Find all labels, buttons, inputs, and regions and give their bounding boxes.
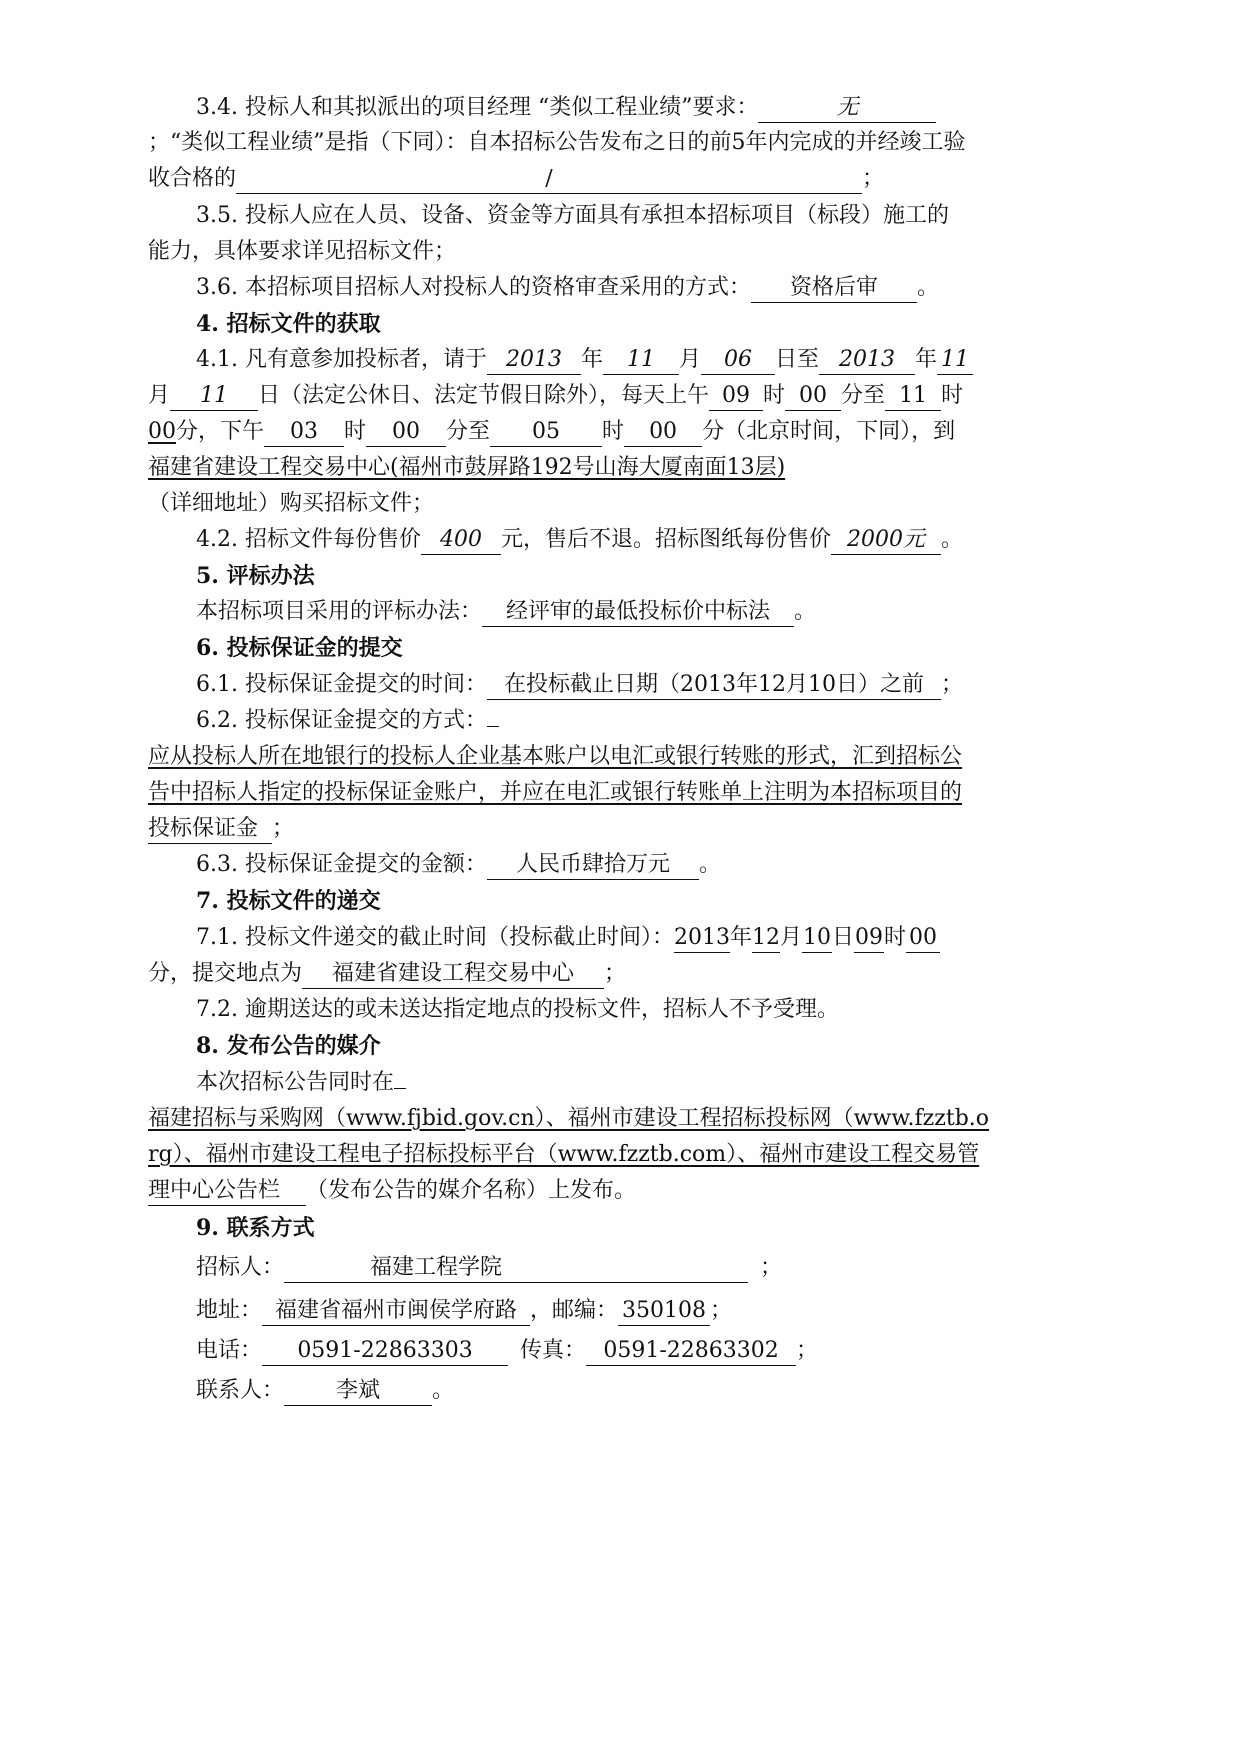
s41-t-min-to: 分至 — [841, 383, 886, 408]
section-3-4-line3 — [148, 164, 884, 194]
s34-line3-prefix: 收合格的 — [148, 166, 237, 191]
section-7-1-line1 — [196, 923, 940, 953]
heading-5: 5. 评标办法 — [196, 563, 315, 589]
section-6-2-line1 — [196, 706, 499, 736]
contact-address — [196, 1296, 732, 1326]
section-4-2 — [196, 525, 963, 555]
s41-day1: 06 — [701, 346, 775, 375]
section-3-5-line1: 3.5. 投标人应在人员、设备、资金等方面具有承担本招标项目（标段）施工的 — [196, 203, 949, 228]
s71-t-day: 日 — [832, 925, 855, 950]
tenderer-fill — [284, 1254, 748, 1283]
s41-year2: 2013 — [819, 346, 915, 375]
s42-drawing-price: 2000元 — [831, 526, 941, 555]
s41-l3-a: 分，下午 — [176, 419, 265, 444]
contact-phone — [196, 1336, 818, 1366]
s41-t-hour4: 时 — [602, 419, 625, 444]
section-3-6 — [196, 273, 939, 303]
s42-doc-price: 400 — [421, 526, 501, 555]
s41-t-month: 月 — [679, 347, 702, 372]
heading-4: 4. 招标文件的获取 — [196, 311, 381, 337]
section-6-2-line3: 告中招标人指定的投标保证金账户，并应在电汇或银行转账单上注明为本招标项目的 — [148, 780, 963, 805]
contact-person — [196, 1376, 454, 1406]
section-7-2: 7.2. 逾期送达的或未送达指定地点的投标文件，招标人不予受理。 — [196, 997, 839, 1022]
s71-hour: 09 — [854, 924, 884, 953]
s62-blank — [487, 726, 499, 727]
s42-suffix: 。 — [941, 527, 964, 552]
section-8-line3: rg）、福州市建设工程电子招标投标平台（www.fzztb.com）、福州市建设工程交易管 — [148, 1142, 980, 1167]
address-suffix: ； — [710, 1298, 733, 1323]
section-5 — [196, 597, 816, 627]
s61-suffix: ； — [940, 672, 963, 697]
section-3-5-line2: 能力，具体要求详见招标文件； — [148, 239, 457, 264]
section-6-3 — [196, 850, 721, 880]
s41-pm-min1: 00 — [366, 418, 446, 447]
fax-value: 0591-22863302 — [586, 1337, 796, 1366]
section-8-line1 — [196, 1068, 406, 1098]
heading-9: 9. 联系方式 — [196, 1215, 315, 1241]
s34-prefix: 3.4. 投标人和其拟派出的项目经理 “类似工程业绩”要求： — [196, 95, 759, 120]
s41-pm-hour2: 05 — [490, 418, 602, 447]
tenderer-suffix: ； — [760, 1255, 783, 1280]
s41-t-min-to2: 分至 — [446, 419, 491, 444]
s71-line2-suffix: ； — [604, 961, 627, 986]
s41-day2: 11 — [170, 382, 258, 411]
s41-year1: 2013 — [487, 346, 581, 375]
s71-year: 2013 — [674, 924, 730, 953]
s41-l2-mid: 日（法定公休日、法定节假日除外），每天上午 — [258, 383, 710, 408]
person-suffix: 。 — [432, 1378, 455, 1403]
section-4-1-line3 — [148, 417, 955, 447]
s41-t-hour3: 时 — [344, 419, 367, 444]
s41-month1: 11 — [603, 346, 679, 375]
s61-prefix: 6.1. 投标保证金提交的时间： — [196, 672, 487, 697]
s34-line3-suffix: ； — [862, 166, 885, 191]
heading-6: 6. 投标保证金的提交 — [196, 635, 403, 661]
tenderer-label: 招标人： — [196, 1255, 285, 1280]
s41-am-min2: 00 — [148, 419, 176, 444]
section-3-4-line1 — [196, 93, 936, 123]
s36-prefix: 3.6. 本招标项目招标人对投标人的资格审查采用的方式： — [196, 275, 751, 300]
s41-t-hour: 时 — [763, 383, 786, 408]
section-8-line4 — [148, 1176, 636, 1206]
section-6-2-line2: 应从投标人所在地银行的投标人企业基本账户以电汇或银行转账的形式，汇到招标公 — [148, 744, 963, 769]
section-3-4-line2: ；“类似工程业绩”是指（下同）：自本招标公告发布之日的前5年内完成的并经竣工验 — [148, 130, 966, 155]
section-6-2-line4 — [148, 814, 294, 844]
person-value: 李斌 — [284, 1377, 432, 1406]
phone-suffix: ； — [796, 1338, 819, 1363]
person-label: 联系人： — [196, 1378, 285, 1403]
s71-line2-prefix: 分，提交地点为 — [148, 961, 303, 986]
heading-8: 8. 发布公告的媒介 — [196, 1033, 381, 1059]
tenderer-value: 福建工程学院 — [370, 1255, 503, 1280]
s41-am-hour2: 11 — [885, 382, 941, 411]
s62-line4-suffix: ； — [272, 816, 295, 841]
s71-month: 12 — [752, 924, 780, 953]
s36-fill: 资格后审 — [751, 274, 917, 303]
s34-fill: 无 — [758, 94, 936, 123]
address-value: 福建省福州市闽侯学府路 — [262, 1297, 530, 1326]
s42-prefix: 4.2. 招标文件每份售价 — [196, 527, 421, 552]
postcode-value: 350108 — [618, 1297, 710, 1326]
section-4-1-line5: （详细地址）购买招标文件； — [148, 491, 435, 516]
s41-month2: 11 — [937, 346, 973, 375]
s36-suffix: 。 — [916, 275, 939, 300]
s8-line4: 理中心公告栏 — [148, 1177, 306, 1206]
address-label: 地址： — [196, 1298, 263, 1323]
section-8-line2: 福建招标与采购网（www.fjbid.gov.cn）、福州市建设工程招标投标网（www.fzztb.o — [148, 1106, 990, 1131]
s41-pm-min2: 00 — [624, 418, 702, 447]
section-4-1-line2 — [148, 381, 963, 411]
postcode-label: ，邮编： — [530, 1298, 619, 1323]
s42-mid: 元，售后不退。招标图纸每份售价 — [500, 527, 831, 552]
s71-t-hour: 时 — [884, 925, 907, 950]
s41-l3-end: 分（北京时间，下同），到 — [702, 419, 956, 444]
heading-7: 7. 投标文件的递交 — [196, 888, 381, 914]
s5-suffix: 。 — [794, 599, 817, 624]
s41-t-year2: 年 — [915, 347, 938, 372]
s41-t-year: 年 — [580, 347, 603, 372]
s62-prefix: 6.2. 投标保证金提交的方式： — [196, 708, 487, 733]
s41-prefix: 4.1. 凡有意参加投标者，请于 — [196, 347, 487, 372]
s71-place: 福建省建设工程交易中心 — [302, 960, 604, 989]
s8-blank — [394, 1088, 406, 1089]
s63-suffix: 。 — [698, 852, 721, 877]
s63-fill: 人民币肆拾万元 — [487, 851, 699, 880]
s71-t-month: 月 — [780, 925, 803, 950]
s5-prefix: 本招标项目采用的评标办法： — [196, 599, 483, 624]
s34-line3-fill: ∕ — [236, 165, 862, 194]
section-6-1 — [196, 670, 963, 700]
s41-am-hour1: 09 — [709, 382, 763, 411]
s41-t-day-to: 日至 — [775, 347, 820, 372]
s41-l2-month: 月 — [148, 383, 171, 408]
contact-tenderer — [196, 1253, 782, 1283]
phone-value: 0591-22863303 — [262, 1337, 508, 1366]
s41-am-min1: 00 — [785, 382, 841, 411]
fax-label: 传真： — [520, 1338, 587, 1363]
s71-minute: 00 — [906, 924, 940, 953]
s8-line4-suffix: （发布公告的媒介名称）上发布。 — [306, 1178, 637, 1203]
section-4-1-line1 — [196, 345, 973, 375]
phone-label: 电话： — [196, 1338, 263, 1363]
s71-prefix: 7.1. 投标文件递交的截止时间（投标截止时间）： — [196, 925, 674, 950]
s63-prefix: 6.3. 投标保证金提交的金额： — [196, 852, 487, 877]
s5-fill: 经评审的最低投标价中标法 — [482, 598, 794, 627]
s61-fill: 在投标截止日期（2013年12月10日）之前 — [487, 671, 941, 700]
section-7-1-line2 — [148, 959, 626, 989]
s41-pm-hour1: 03 — [264, 418, 344, 447]
s8-line1: 本次招标公告同时在 — [196, 1070, 395, 1095]
s41-t-hour2: 时 — [941, 383, 964, 408]
s71-t-year: 年 — [729, 925, 752, 950]
s71-day: 10 — [802, 924, 832, 953]
section-4-1-address: 福建省建设工程交易中心(福州市鼓屏路192号山海大厦南面13层) — [148, 455, 786, 480]
s62-line4: 投标保证金 — [148, 815, 272, 844]
